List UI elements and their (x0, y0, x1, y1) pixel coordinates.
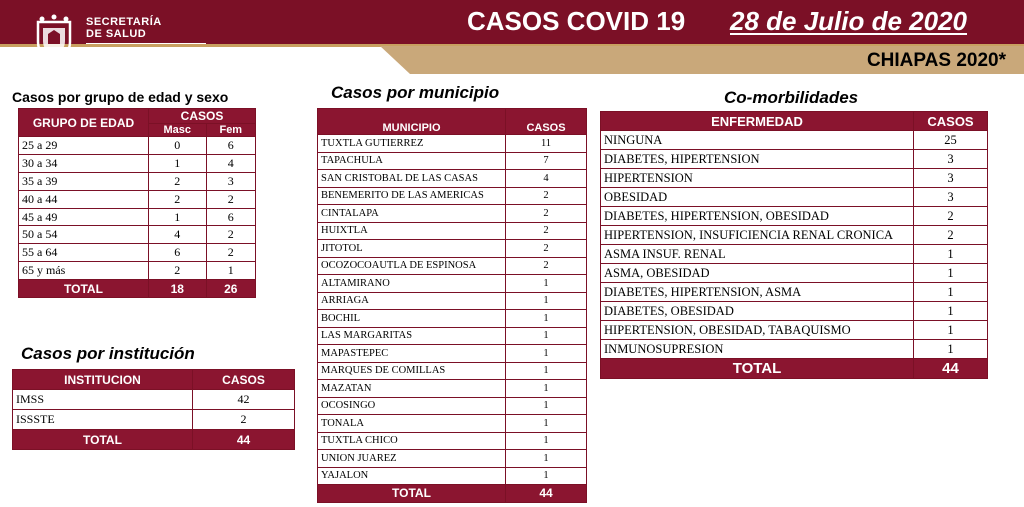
municipality-name-cell: OCOSINGO (318, 397, 506, 415)
logo-divider (86, 43, 206, 44)
table-row (318, 327, 587, 345)
table-row (318, 345, 587, 363)
age-group-cell: 35 a 39 (19, 172, 149, 190)
fem-cases-cell: 6 (206, 137, 255, 155)
masc-cases-cell: 2 (149, 190, 207, 208)
col-header-municipality: MUNICIPIO (318, 109, 506, 135)
cases-cell: 1 (914, 321, 988, 340)
municipality-name-cell: ALTAMIRANO (318, 275, 506, 293)
cases-cell: 2 (506, 205, 587, 223)
table-row (601, 321, 988, 340)
municipality-name-cell: OCOZOCOAUTLA DE ESPINOSA (318, 257, 506, 275)
table-row (19, 208, 256, 226)
cases-cell: 1 (506, 450, 587, 468)
table-row (601, 188, 988, 207)
cases-cell: 1 (506, 345, 587, 363)
fem-cases-cell: 1 (206, 262, 255, 280)
institution-name-cell: IMSS (13, 390, 193, 410)
disease-name-cell: HIPERTENSION (601, 169, 914, 188)
disease-name-cell: HIPERTENSION, INSUFICIENCIA RENAL CRONICA (601, 226, 914, 245)
age-group-cell: 65 y más (19, 262, 149, 280)
cases-cell: 1 (914, 264, 988, 283)
masc-cases-cell: 0 (149, 137, 207, 155)
table-row (601, 150, 988, 169)
disease-name-cell: DIABETES, HIPERTENSION, ASMA (601, 283, 914, 302)
age-group-cell: 45 a 49 (19, 208, 149, 226)
fem-cases-cell: 2 (206, 190, 255, 208)
comorbidities-table (600, 111, 988, 379)
total-label: TOTAL (601, 359, 914, 379)
region-label: CHIAPAS 2020* (866, 50, 1006, 71)
municipality-name-cell: LAS MARGARITAS (318, 327, 506, 345)
masc-cases-cell: 1 (149, 208, 207, 226)
col-header-cases: CASOS (149, 109, 256, 124)
municipality-name-cell: YAJALON (318, 467, 506, 485)
cases-cell: 1 (506, 275, 587, 293)
table-row (318, 467, 587, 485)
col-header-cases: CASOS (914, 112, 988, 131)
cases-cell: 1 (506, 432, 587, 450)
table-row (601, 226, 988, 245)
municipality-name-cell: MARQUES DE COMILLAS (318, 362, 506, 380)
table-row (318, 415, 587, 433)
report-date: 28 de Julio de 2020 (730, 6, 968, 36)
table-row (318, 275, 587, 293)
logo-line-3: GOBIERNO DE CHIAPAS (86, 47, 174, 55)
cases-cell: 1 (914, 245, 988, 264)
total-label: TOTAL (13, 430, 193, 450)
secretaria-de-salud-logo (8, 4, 208, 70)
table-row (318, 222, 587, 240)
cases-cell: 42 (193, 390, 295, 410)
fem-cases-cell: 4 (206, 154, 255, 172)
table-row (318, 292, 587, 310)
table-row (601, 169, 988, 188)
disease-name-cell: ASMA INSUF. RENAL (601, 245, 914, 264)
masc-cases-cell: 2 (149, 172, 207, 190)
masc-cases-cell: 6 (149, 244, 207, 262)
age-sex-title: Casos por grupo de edad y sexo (12, 89, 229, 105)
municipality-name-cell: MAPASTEPEC (318, 345, 506, 363)
municipality-table (317, 108, 587, 503)
cases-cell: 1 (506, 310, 587, 328)
table-row (318, 362, 587, 380)
municipality-name-cell: TONALA (318, 415, 506, 433)
cases-cell: 1 (506, 415, 587, 433)
age-sex-table (18, 108, 256, 298)
cases-cell: 1 (506, 292, 587, 310)
table-row (601, 207, 988, 226)
total-value: 44 (506, 485, 587, 503)
age-group-cell: 50 a 54 (19, 226, 149, 244)
fem-cases-cell: 3 (206, 172, 255, 190)
table-row (318, 310, 587, 328)
cases-cell: 4 (506, 170, 587, 188)
table-row (318, 240, 587, 258)
fem-cases-cell: 6 (206, 208, 255, 226)
col-header-fem: Fem (206, 124, 255, 137)
col-header-masc: Masc (149, 124, 207, 137)
total-label: TOTAL (19, 280, 149, 298)
coat-of-arms-icon (34, 14, 74, 64)
total-row (13, 430, 295, 450)
table-row (601, 131, 988, 150)
table-row (318, 432, 587, 450)
disease-name-cell: NINGUNA (601, 131, 914, 150)
table-row (318, 450, 587, 468)
municipality-name-cell: SAN CRISTOBAL DE LAS CASAS (318, 170, 506, 188)
disease-name-cell: INMUNOSUPRESION (601, 340, 914, 359)
age-group-cell: 55 a 64 (19, 244, 149, 262)
table-row (318, 205, 587, 223)
cases-cell: 1 (506, 380, 587, 398)
col-header-cases: CASOS (193, 370, 295, 390)
cases-cell: 3 (914, 150, 988, 169)
col-header-disease: ENFERMEDAD (601, 112, 914, 131)
cases-cell: 2 (914, 226, 988, 245)
col-header-institution: INSTITUCION (13, 370, 193, 390)
municipality-name-cell: HUIXTLA (318, 222, 506, 240)
municipality-name-cell: MAZATAN (318, 380, 506, 398)
table-row (19, 190, 256, 208)
table-row (601, 245, 988, 264)
table-row (318, 257, 587, 275)
total-row (19, 280, 256, 298)
institution-table (12, 369, 295, 450)
cases-cell: 2 (506, 187, 587, 205)
total-masc: 18 (149, 280, 207, 298)
table-row (601, 302, 988, 321)
cases-cell: 3 (914, 188, 988, 207)
cases-cell: 1 (914, 340, 988, 359)
logo-line-1: SECRETARÍA (86, 16, 162, 28)
age-group-cell: 25 a 29 (19, 137, 149, 155)
municipality-name-cell: BENEMERITO DE LAS AMERICAS (318, 187, 506, 205)
institution-title: Casos por institución (21, 344, 195, 363)
total-label: TOTAL (318, 485, 506, 503)
cases-cell: 1 (506, 467, 587, 485)
table-row (318, 170, 587, 188)
municipality-name-cell: BOCHIL (318, 310, 506, 328)
table-row (601, 264, 988, 283)
cases-cell: 2 (506, 240, 587, 258)
fem-cases-cell: 2 (206, 226, 255, 244)
table-row (318, 152, 587, 170)
disease-name-cell: OBESIDAD (601, 188, 914, 207)
table-row (13, 390, 295, 410)
cases-cell: 1 (914, 302, 988, 321)
municipality-name-cell: TAPACHULA (318, 152, 506, 170)
masc-cases-cell: 2 (149, 262, 207, 280)
municipality-name-cell: TUXTLA CHICO (318, 432, 506, 450)
age-group-cell: 30 a 34 (19, 154, 149, 172)
table-row (318, 187, 587, 205)
municipality-name-cell: CINTALAPA (318, 205, 506, 223)
masc-cases-cell: 4 (149, 226, 207, 244)
cases-cell: 2 (506, 257, 587, 275)
col-header-cases: CASOS (506, 109, 587, 135)
cases-cell: 1 (506, 327, 587, 345)
col-header-age-group: GRUPO DE EDAD (19, 109, 149, 137)
cases-cell: 2 (193, 410, 295, 430)
table-row (13, 410, 295, 430)
cases-cell: 11 (506, 135, 587, 153)
cases-cell: 2 (506, 222, 587, 240)
age-group-cell: 40 a 44 (19, 190, 149, 208)
table-row (19, 244, 256, 262)
masc-cases-cell: 1 (149, 154, 207, 172)
cases-cell: 3 (914, 169, 988, 188)
cases-cell: 1 (506, 397, 587, 415)
cases-cell: 2 (914, 207, 988, 226)
table-row (19, 154, 256, 172)
total-value: 44 (914, 359, 988, 379)
municipality-title: Casos por municipio (331, 83, 500, 102)
table-row (601, 283, 988, 302)
table-row (19, 172, 256, 190)
total-fem: 26 (206, 280, 255, 298)
total-row (601, 359, 988, 379)
total-row (318, 485, 587, 503)
table-row (19, 262, 256, 280)
municipality-name-cell: JITOTOL (318, 240, 506, 258)
disease-name-cell: HIPERTENSION, OBESIDAD, TABAQUISMO (601, 321, 914, 340)
page-title: CASOS COVID 19 (467, 6, 686, 36)
table-row (19, 137, 256, 155)
table-row (318, 397, 587, 415)
table-row (601, 340, 988, 359)
disease-name-cell: DIABETES, HIPERTENSION (601, 150, 914, 169)
table-row (19, 226, 256, 244)
institution-name-cell: ISSSTE (13, 410, 193, 430)
cases-cell: 1 (506, 362, 587, 380)
table-row (318, 380, 587, 398)
cases-cell: 1 (914, 283, 988, 302)
table-row (318, 135, 587, 153)
municipality-name-cell: TUXTLA GUTIERREZ (318, 135, 506, 153)
total-value: 44 (193, 430, 295, 450)
fem-cases-cell: 2 (206, 244, 255, 262)
disease-name-cell: ASMA, OBESIDAD (601, 264, 914, 283)
municipality-name-cell: UNION JUAREZ (318, 450, 506, 468)
disease-name-cell: DIABETES, OBESIDAD (601, 302, 914, 321)
disease-name-cell: DIABETES, HIPERTENSION, OBESIDAD (601, 207, 914, 226)
municipality-name-cell: ARRIAGA (318, 292, 506, 310)
cases-cell: 25 (914, 131, 988, 150)
logo-line-2: DE SALUD (86, 28, 147, 40)
cases-cell: 7 (506, 152, 587, 170)
comorbidities-title: Co-morbilidades (724, 88, 859, 107)
